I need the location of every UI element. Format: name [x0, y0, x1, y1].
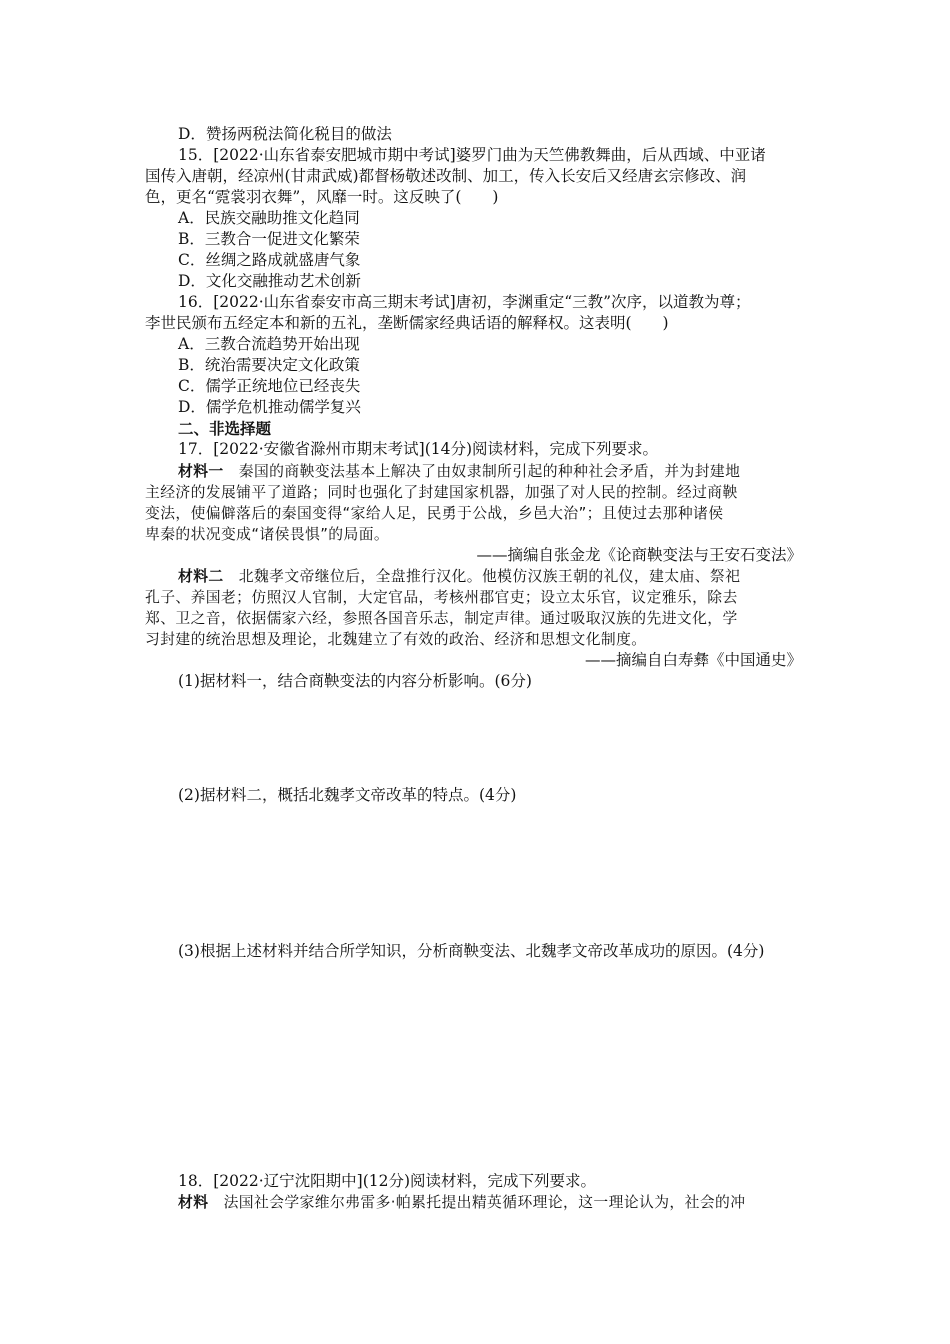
q15-option-b: B．三教合一促进文化繁荣 — [178, 230, 360, 248]
q17-material2-text-1: 北魏孝文帝继位后，全盘推行汉化。他模仿汉族王朝的礼仪，建太庙、祭祀 — [223, 568, 741, 585]
q15-stem-line-1: 15．[2022·山东省泰安肥城市期中考试]婆罗门曲为天竺佛教舞曲，后从西域、中亚诸 — [178, 146, 766, 164]
q15-stem-line-3: 色，更名“霓裳羽衣舞”，风靡一时。这反映了( ) — [145, 188, 499, 206]
section-title: 二、非选择题 — [178, 419, 272, 438]
q17-material2-line-1 — [178, 566, 740, 587]
q18-material-line-1 — [178, 1192, 745, 1213]
q17-material2-source: ——摘编自白寿彝《中国通史》 — [584, 651, 802, 669]
q17-material2-label: 材料二 — [178, 568, 224, 585]
q16-stem-line-2: 李世民颁布五经定本和新的五礼，垄断儒家经典话语的解释权。这表明( ) — [145, 314, 669, 332]
q17-material2-line-2: 孔子、养国老；仿照汉人官制，大定官品，考核州郡官吏；设立太乐官，议定雅乐，除去 — [145, 589, 738, 606]
q15-option-d: D．文化交融推动艺术创新 — [178, 272, 361, 290]
q17-material2-line-3: 郑、卫之音，依据儒家六经，参照各国音乐志，制定声律。通过吸取汉族的先进文化，学 — [145, 610, 738, 627]
q17-material1-line-1 — [178, 461, 740, 482]
q16-option-c: C．儒学正统地位已经丧失 — [178, 377, 361, 395]
q16-stem-line-1: 16．[2022·山东省泰安市高三期末考试]唐初，李渊重定“三教”次序，以道教为尊； — [178, 293, 751, 311]
q18-material-text-1: 法国社会学家维尔弗雷多·帕累托提出精英循环理论，这一理论认为，社会的冲 — [208, 1194, 746, 1211]
q16-option-d: D．儒学危机推动儒学复兴 — [178, 398, 361, 416]
q15-option-c: C．丝绸之路成就盛唐气象 — [178, 251, 361, 269]
q18-material-label: 材料 — [178, 1194, 209, 1211]
q17-subquestion-1: (1)据材料一，结合商鞅变法的内容分析影响。(6分) — [178, 672, 532, 690]
q17-material1-line-4: 卑秦的状况变成“诸侯畏惧”的局面。 — [145, 526, 390, 543]
q17-material1-text-1: 秦国的商鞅变法基本上解决了由奴隶制所引起的种种社会矛盾，并为封建地 — [223, 463, 741, 480]
q17-material1-source: ——摘编自张金龙《论商鞅变法与王安石变法》 — [476, 546, 802, 564]
q15-option-a: A．民族交融助推文化趋同 — [178, 209, 360, 227]
q17-subquestion-3: (3)根据上述材料并结合所学知识，分析商鞅变法、北魏孝文帝改革成功的原因。(4分) — [178, 942, 765, 960]
q18-stem: 18．[2022·辽宁沈阳期中](12分)阅读材料，完成下列要求。 — [178, 1172, 597, 1190]
q17-stem: 17．[2022·安徽省滁州市期末考试](14分)阅读材料，完成下列要求。 — [178, 440, 659, 458]
q17-material1-line-2: 主经济的发展铺平了道路；同时也强化了封建国家机器，加强了对人民的控制。经过商鞅 — [145, 484, 738, 501]
q17-material1-label: 材料一 — [178, 463, 224, 480]
q17-material2-line-4: 习封建的统治思想及理论，北魏建立了有效的政治、经济和思想文化制度。 — [145, 631, 647, 648]
q15-stem-line-2: 国传入唐朝，经凉州(甘肃武威)都督杨敬述改制、加工，传入长安后又经唐玄宗修改、润 — [145, 167, 747, 185]
q14-option-d: D．赞扬两税法简化税目的做法 — [178, 125, 392, 143]
q17-material1-line-3: 变法，使偏僻落后的秦国变得“家给人足，民勇于公战，乡邑大治”；且使过去那种诸侯 — [145, 505, 724, 522]
q16-option-a: A．三教合流趋势开始出现 — [178, 335, 360, 353]
q17-subquestion-2: (2)据材料二，概括北魏孝文帝改革的特点。(4分) — [178, 786, 517, 804]
q16-option-b: B．统治需要决定文化政策 — [178, 356, 360, 374]
